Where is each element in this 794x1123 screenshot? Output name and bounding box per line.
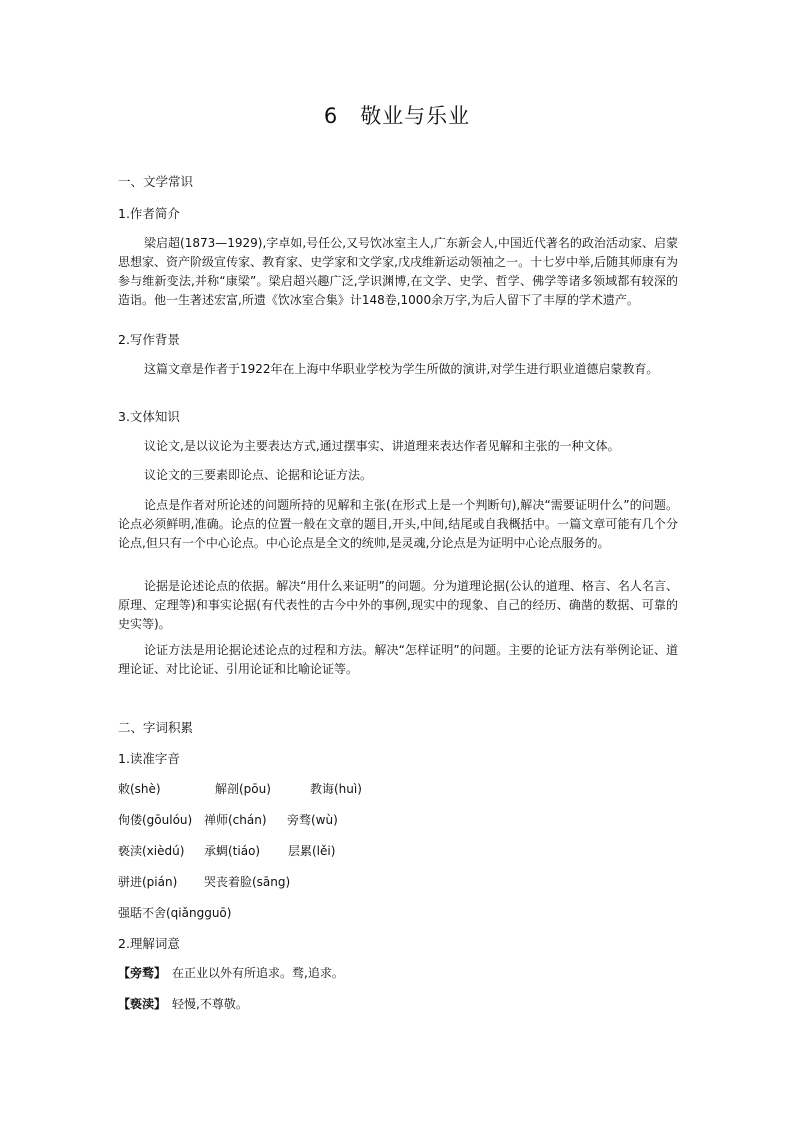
genre-paragraph-4: 论据是论述论点的依据。解决“用什么来证明”的问题。分为道理论据(公认的道理、格言、名人名言、原理、定理等)和事实论据(有代表性的古今中外的事例,现实中的现象、自己的经历、确凿的数据、可靠的史实等)。 bbox=[118, 579, 678, 631]
author-intro-paragraph: 梁启超(1873—1929),字卓如,号任公,又号饮冰室主人,广东新会人,中国近代著名的政治活动家、启蒙思想家、资产阶级宣传家、教育家、史学家和文学家,戊戌维新运动领袖之一。十七岁中举,后随其师康有为参与维新变法,并称“康梁”。梁启超兴趣广泛,学识渊博,在文学、史学、哲学、佛学等诸多领域都有较深的造诣。他一生著述宏富,所遗《饮冰室合集》计148卷,1000余万字,为后人留下了丰厚的学术遗产。 bbox=[118, 236, 678, 307]
pronunciation-row bbox=[118, 842, 335, 859]
pronunciation-row bbox=[118, 873, 290, 890]
lesson-number: 6 bbox=[323, 104, 339, 128]
pronunciation-item: 哭丧着脸(sāng) bbox=[204, 875, 291, 889]
pronunciation-item: 承蜩(tiáo) bbox=[204, 844, 261, 858]
page-title bbox=[0, 100, 794, 130]
genre-paragraph-3: 论点是作者对所论述的问题所持的见解和主张(在形式上是一个判断句),解决“需要证明什么”的问题。论点必须鲜明,准确。论点的位置一般在文章的题目,开头,中间,结尾或自我概括中。一篇文章可能有几个分论点,但只有一个中心论点。中心论点是全文的统帅,是灵魂,分论点是为证明中心论点服务的。 bbox=[118, 498, 678, 550]
definition-text: 轻慢,不尊敬。 bbox=[172, 997, 248, 1011]
pronunciation-row bbox=[118, 811, 338, 828]
subsection-genre-heading: 3.文体知识 bbox=[118, 409, 180, 424]
definition-row bbox=[118, 964, 344, 981]
section-2-heading: 二、字词积累 bbox=[118, 720, 194, 735]
pronunciation-row bbox=[118, 904, 231, 921]
pronunciation-item: 教诲(huì) bbox=[310, 782, 362, 796]
pronunciation-item: 强聒不舍(qiǎngguō) bbox=[118, 906, 232, 920]
section-1-heading: 一、文学常识 bbox=[118, 174, 194, 189]
subsection-background-heading: 2.写作背景 bbox=[118, 332, 180, 347]
pronunciation-item: 亵渎(xièdú) bbox=[118, 844, 185, 858]
subsection-author-heading: 1.作者简介 bbox=[118, 206, 180, 221]
pronunciation-item: 禅师(chán) bbox=[204, 813, 267, 827]
pronunciation-row bbox=[118, 780, 362, 797]
definition-term: 【旁骛】 bbox=[118, 966, 167, 980]
pronunciation-item: 旁骛(wù) bbox=[287, 813, 338, 827]
pronunciation-item: 层累(lěi) bbox=[288, 844, 336, 858]
definition-term: 【亵渎】 bbox=[118, 997, 167, 1011]
genre-paragraph-5: 论证方法是用论据论述论点的过程和方法。解决“怎样证明”的问题。主要的论证方法有举例论证、道理论证、对比论证、引用论证和比喻论证等。 bbox=[118, 643, 678, 676]
subsection-meaning-heading: 2.理解词意 bbox=[118, 936, 180, 951]
pronunciation-item: 解剖(pōu) bbox=[215, 782, 271, 796]
pronunciation-item: 敇(shè) bbox=[118, 782, 161, 796]
lesson-title: 敬业与乐业 bbox=[360, 104, 471, 128]
background-paragraph: 这篇文章是作者于1922年在上海中华职业学校为学生所做的演讲,对学生进行职业道德启蒙教育。 bbox=[144, 362, 659, 376]
genre-paragraph-1: 议论文,是以议论为主要表达方式,通过摆事实、讲道理来表达作者见解和主张的一种文体。 bbox=[144, 439, 620, 453]
definition-text: 在正业以外有所追求。骛,追求。 bbox=[172, 966, 344, 980]
pronunciation-item: 佝偻(gōulóu) bbox=[118, 813, 193, 827]
pronunciation-item: 骈进(pián) bbox=[118, 875, 178, 889]
definition-row bbox=[118, 995, 248, 1012]
genre-paragraph-2: 议论文的三要素即论点、论据和论证方法。 bbox=[144, 468, 373, 482]
subsection-pronunciation-heading: 1.读准字音 bbox=[118, 751, 180, 766]
